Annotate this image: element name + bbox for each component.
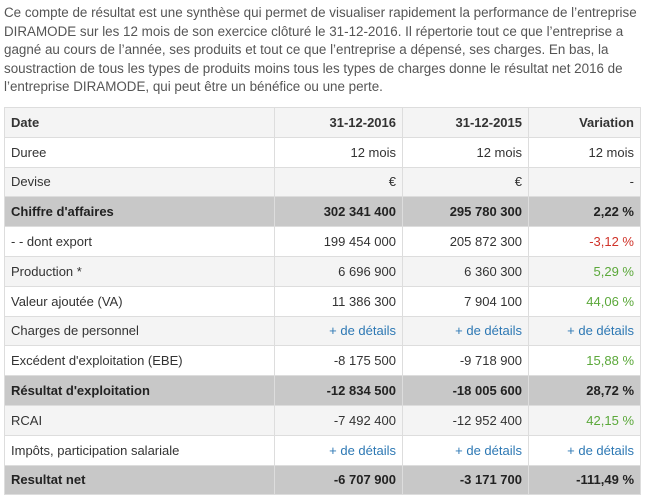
value-2015: -18 005 600 <box>403 376 529 406</box>
value-2016: -7 492 400 <box>275 405 403 435</box>
row-label: RCAI <box>5 405 275 435</box>
table-row <box>5 137 641 167</box>
header-2016: 31-12-2016 <box>275 108 403 138</box>
value-2015: 295 780 300 <box>403 197 529 227</box>
header-2015: 31-12-2015 <box>403 108 529 138</box>
income-statement-table <box>4 107 641 495</box>
details-link[interactable]: + de détails <box>529 435 641 465</box>
value-2016: -8 175 500 <box>275 346 403 376</box>
value-variation: - <box>529 167 641 197</box>
table-row <box>5 167 641 197</box>
value-variation: 15,88 % <box>529 346 641 376</box>
value-variation: 5,29 % <box>529 256 641 286</box>
row-label: Chiffre d'affaires <box>5 197 275 227</box>
value-2015: 12 mois <box>403 137 529 167</box>
value-2016: 6 696 900 <box>275 256 403 286</box>
value-2015: -12 952 400 <box>403 405 529 435</box>
value-2015: 7 904 100 <box>403 286 529 316</box>
value-variation: 2,22 % <box>529 197 641 227</box>
value-variation: 42,15 % <box>529 405 641 435</box>
value-2016: 11 386 300 <box>275 286 403 316</box>
value-2015: -3 171 700 <box>403 465 529 495</box>
row-label: Valeur ajoutée (VA) <box>5 286 275 316</box>
row-label: Duree <box>5 137 275 167</box>
value-variation: 44,06 % <box>529 286 641 316</box>
value-2015: 205 872 300 <box>403 227 529 257</box>
value-2016: € <box>275 167 403 197</box>
value-2015: 6 360 300 <box>403 256 529 286</box>
row-label: Production * <box>5 256 275 286</box>
value-2016: -12 834 500 <box>275 376 403 406</box>
intro-paragraph: Ce compte de résultat est une synthèse qui permet de visualiser rapidement la performance de l’entreprise DIRAMODE sur les 12 mois de son exercice clôturé le 31-12-2016. Il répertorie tout ce que l’entreprise a gagné au cours de l’année, ses produits et tout ce que l’entreprise a dépensé, ses charges. En bas, la soustraction de tous les types de produits moins tous les types de charges donne le résultat net 2016 de l’entreprise DIRAMODE, qui peut être un bénéfice ou une perte. <box>4 5 637 95</box>
table-row <box>5 256 641 286</box>
table-row <box>5 316 641 346</box>
row-label: Impôts, participation salariale <box>5 435 275 465</box>
row-label: Résultat d'exploitation <box>5 376 275 406</box>
header-variation: Variation <box>529 108 641 138</box>
value-2016: 302 341 400 <box>275 197 403 227</box>
table-row <box>5 405 641 435</box>
table-row <box>5 286 641 316</box>
table-row <box>5 197 641 227</box>
details-link[interactable]: + de détails <box>275 435 403 465</box>
table-row <box>5 227 641 257</box>
table-row <box>5 465 641 495</box>
row-label: Excédent d'exploitation (EBE) <box>5 346 275 376</box>
details-link[interactable]: + de détails <box>529 316 641 346</box>
table-header-row <box>5 108 641 138</box>
details-link[interactable]: + de détails <box>275 316 403 346</box>
row-label: Charges de personnel <box>5 316 275 346</box>
table-row <box>5 346 641 376</box>
value-variation: 28,72 % <box>529 376 641 406</box>
row-label: Resultat net <box>5 465 275 495</box>
table-row <box>5 435 641 465</box>
table-row <box>5 376 641 406</box>
value-2016: 12 mois <box>275 137 403 167</box>
table-body <box>5 137 641 495</box>
value-2016: -6 707 900 <box>275 465 403 495</box>
header-date: Date <box>5 108 275 138</box>
value-variation: 12 mois <box>529 137 641 167</box>
value-2015: -9 718 900 <box>403 346 529 376</box>
details-link[interactable]: + de détails <box>403 316 529 346</box>
value-2016: 199 454 000 <box>275 227 403 257</box>
value-variation: -111,49 % <box>529 465 641 495</box>
details-link[interactable]: + de détails <box>403 435 529 465</box>
value-variation: -3,12 % <box>529 227 641 257</box>
row-label: Devise <box>5 167 275 197</box>
value-2015: € <box>403 167 529 197</box>
row-label: - - dont export <box>5 227 275 257</box>
